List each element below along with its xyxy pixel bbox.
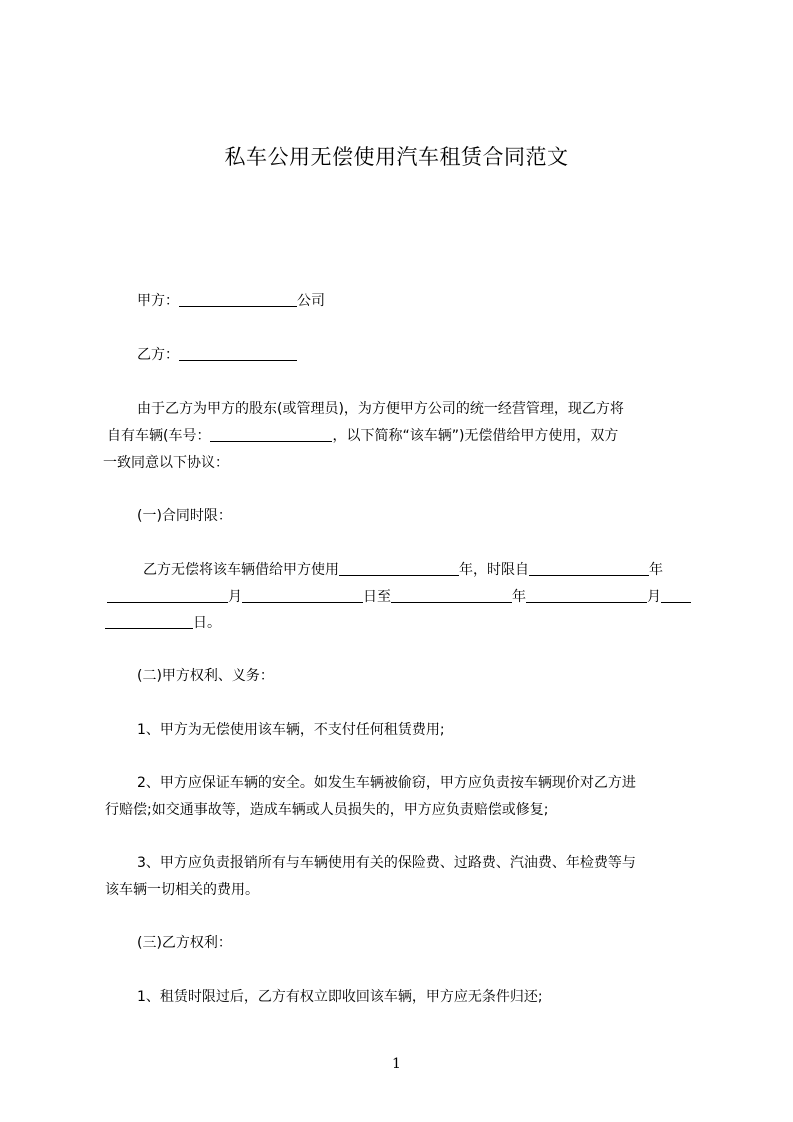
- section-2-item-2-line-2: 行赔偿;如交通事故等，造成车辆或人员损失的，甲方应负责赔偿或修复;: [105, 802, 549, 818]
- party-a-suffix: 公司: [297, 293, 325, 309]
- start-year-blank: [529, 561, 649, 576]
- intro-line-1: 由于乙方为甲方的股东(或管理员)，为方便甲方公司的统一经营管理，现乙方将: [137, 401, 624, 417]
- end-month-blank: [526, 588, 647, 603]
- start-day-blank: [242, 588, 363, 603]
- term-text-3: 年: [649, 562, 663, 578]
- section-2-item-3-line-2: 该车辆一切相关的费用。: [105, 882, 259, 898]
- section-1-heading: (一)合同时限：: [137, 508, 232, 524]
- term-text-8: 日。: [193, 615, 221, 631]
- intro-line-3: 一致同意以下协议：: [103, 455, 229, 471]
- vehicle-number-blank: [210, 427, 332, 442]
- term-text-4: 月: [228, 589, 242, 605]
- intro-line-2-end: ，以下简称“该车辆”)无偿借给甲方使用，双方: [332, 428, 619, 444]
- party-b-line: [137, 345, 297, 365]
- section-2-item-3-line-1: 3、甲方应负责报销所有与车辆使用有关的保险费、过路费、汽油费、年检费等与: [137, 855, 636, 871]
- section-2-item-2-line-1: 2、甲方应保证车辆的安全。如发生车辆被偷窃，甲方应负责按车辆现价对乙方进: [137, 775, 636, 791]
- party-b-blank: [179, 346, 297, 361]
- section-1-line-3: [105, 613, 221, 633]
- party-b-label: 乙方：: [137, 347, 179, 363]
- term-text-5: 日至: [363, 589, 391, 605]
- term-years-blank: [339, 561, 459, 576]
- intro-line-2-start: 自有车辆(车号：: [107, 428, 211, 444]
- intro-line-2: [107, 426, 618, 446]
- party-a-line: [137, 291, 325, 311]
- section-2-heading: (二)甲方权利、义务：: [137, 668, 274, 684]
- end-day-blank-part-2: [105, 614, 193, 629]
- section-2-item-1: 1、甲方为无偿使用该车辆，不支付任何租赁费用;: [137, 722, 445, 738]
- section-1-line-2: [107, 587, 691, 607]
- start-month-blank: [107, 588, 228, 603]
- term-text-6: 年: [512, 589, 526, 605]
- section-1-line-1: [143, 560, 663, 580]
- party-a-blank: [179, 292, 297, 307]
- section-3-heading: (三)乙方权利：: [137, 935, 232, 951]
- term-text-1: 乙方无偿将该车辆借给甲方使用: [143, 562, 339, 578]
- document-title: 私车公用无偿使用汽车租赁合同范文: [224, 145, 569, 169]
- term-text-2: 年，时限自: [459, 562, 529, 578]
- party-a-label: 甲方：: [137, 293, 179, 309]
- end-day-blank-part-1: [661, 588, 691, 603]
- end-year-blank: [391, 588, 512, 603]
- term-text-7: 月: [647, 589, 661, 605]
- section-3-item-1: 1、租赁时限过后，乙方有权立即收回该车辆，甲方应无条件归还;: [137, 989, 543, 1005]
- page-number: 1: [392, 1056, 401, 1072]
